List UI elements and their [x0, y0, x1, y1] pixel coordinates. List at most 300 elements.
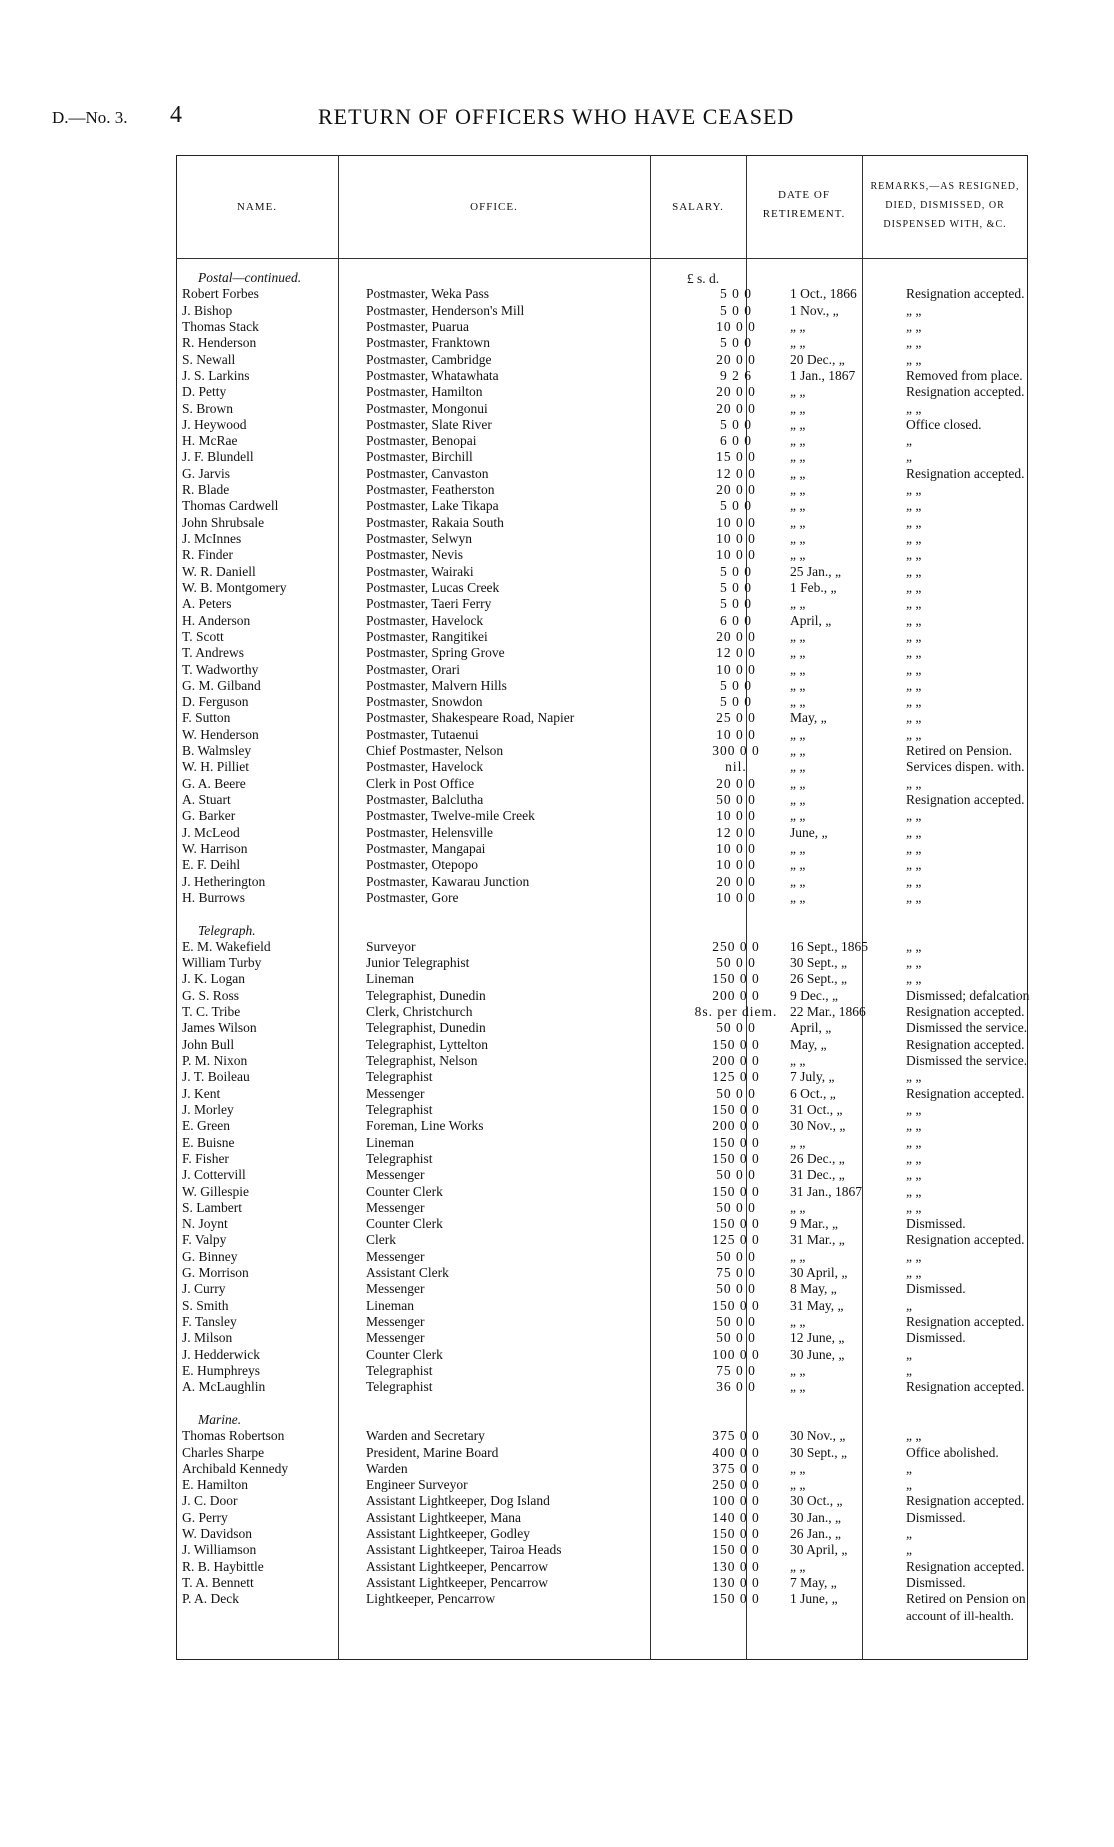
date-cell: „ „: [790, 792, 806, 807]
date-cell: „ „: [790, 514, 806, 530]
office-cell: [360, 1608, 688, 1624]
name-cell: S. Smith: [182, 1297, 229, 1313]
name-cell: A. Peters: [182, 596, 232, 612]
table-row: [182, 1428, 1072, 1444]
name-cell: W. H. Pilliet: [182, 759, 250, 775]
date-cell: „ „: [790, 873, 806, 889]
date-cell: „ „: [790, 400, 806, 416]
remarks-cell: Dismissed; defalcation: [906, 987, 1030, 1003]
salary-cell: 5 0 0: [720, 335, 752, 351]
table-row: [182, 1037, 1072, 1053]
name-cell: [182, 1608, 360, 1624]
remarks-cell: Resignation accepted.: [906, 465, 1025, 481]
table-row: [182, 1298, 1072, 1314]
salary-cell: 10 0 0: [716, 547, 756, 563]
name-cell: J. Curry: [182, 1281, 226, 1297]
name-cell: Thomas Cardwell: [182, 498, 279, 514]
office-cell: Postmaster, Orari: [366, 661, 460, 677]
remarks-cell: [900, 270, 1072, 286]
office-cell: Postmaster, Puarua: [366, 318, 469, 334]
salary-cell: [688, 906, 784, 922]
salary-cell: 150 0 0: [712, 1134, 760, 1150]
office-cell: Postmaster, Henderson's Mill: [366, 302, 525, 318]
table-row: [182, 841, 1072, 857]
table-row: [182, 1167, 1072, 1183]
salary-cell: 250 0 0: [712, 1477, 760, 1493]
table-row: [182, 1330, 1072, 1346]
date-cell: June, „: [790, 824, 828, 840]
remarks-cell: „ „: [906, 955, 922, 971]
office-cell: Messenger: [366, 1330, 425, 1346]
salary-cell: 12 0 0: [716, 824, 756, 840]
name-cell: Robert Forbes: [182, 286, 259, 302]
table-row: [182, 1445, 1072, 1461]
office-cell: Telegraphist: [366, 1379, 433, 1395]
date-cell: „ „: [790, 1460, 806, 1476]
office-cell: Postmaster, Featherston: [366, 482, 495, 498]
remarks-cell: Dismissed.: [906, 1216, 966, 1232]
remarks-cell: „ „: [906, 1101, 922, 1117]
remarks-cell: „ „: [906, 498, 922, 514]
office-cell: Telegraphist: [366, 1150, 433, 1166]
salary-cell: 100 0 0: [712, 1493, 760, 1509]
date-cell: 30 April, „: [790, 1265, 848, 1281]
date-cell: 30 Jan., „: [790, 1509, 841, 1525]
table-row: [182, 401, 1072, 417]
name-cell: J. Hedderwick: [182, 1346, 260, 1362]
salary-cell: 200 0 0: [712, 1053, 760, 1068]
office-cell: Messenger: [366, 1085, 425, 1101]
remarks-cell: account of ill-health.: [906, 1607, 1014, 1623]
salary-cell: [688, 923, 784, 939]
remarks-cell: „ „: [906, 1118, 922, 1134]
office-cell: Counter Clerk: [366, 1216, 443, 1232]
table-row: [182, 1575, 1072, 1591]
salary-cell: 10 0 0: [716, 840, 756, 856]
salary-cell: 150 0 0: [712, 1526, 760, 1542]
salary-cell: 5 0 0: [720, 286, 752, 302]
name-cell: J. Hetherington: [182, 873, 266, 889]
name-cell: W. B. Montgomery: [182, 579, 287, 595]
salary-cell: 10 0 0: [716, 889, 756, 905]
date-cell: „ „: [790, 482, 806, 498]
office-cell: President, Marine Board: [366, 1444, 499, 1460]
office-cell: Postmaster, Spring Grove: [366, 645, 505, 661]
salary-cell: 50 0 0: [716, 1167, 756, 1183]
remarks-header-line: REMARKS,—AS RESIGNED,: [870, 181, 1020, 192]
date-cell: „ „: [790, 416, 806, 432]
table-row: [182, 1118, 1072, 1134]
table-row: [182, 776, 1072, 792]
date-header-line: DATE OF: [778, 189, 830, 201]
name-cell: G. Binney: [182, 1248, 238, 1264]
name-cell: G. Barker: [182, 808, 236, 824]
name-cell: W. Harrison: [182, 840, 248, 856]
date-cell: 7 May, „: [790, 1575, 837, 1590]
date-cell: 1 Nov., „: [790, 302, 839, 318]
name-cell: E. Buisne: [182, 1134, 235, 1150]
salary-cell: 150 0 0: [712, 1036, 760, 1052]
salary-cell: 50 0 0: [716, 1085, 756, 1101]
remarks-cell: „ „: [906, 318, 922, 334]
office-cell: Clerk: [366, 1232, 396, 1248]
office-cell: Telegraphist, Dunedin: [366, 1020, 486, 1036]
table-row: [182, 1069, 1072, 1085]
table-row: [182, 515, 1072, 531]
name-cell: J. Bishop: [182, 302, 233, 318]
table-row: [182, 1526, 1072, 1542]
office-cell: Postmaster, Cambridge: [366, 351, 492, 367]
date-cell: 31 Mar., „: [790, 1232, 845, 1248]
name-cell: R. B. Haybittle: [182, 1558, 264, 1574]
table-row: [182, 1020, 1072, 1036]
office-cell: Telegraphist, Nelson: [366, 1053, 478, 1068]
office-cell: Surveyor: [366, 938, 416, 954]
table-row: [182, 613, 1072, 629]
salary-cell: 150 0 0: [712, 1101, 760, 1117]
office-cell: Counter Clerk: [366, 1346, 443, 1362]
table-row: [182, 1477, 1072, 1493]
name-cell: T. Andrews: [182, 645, 244, 661]
salary-cell: 20 0 0: [716, 351, 756, 367]
office-cell: [360, 923, 688, 939]
date-cell: 26 Sept., „: [790, 971, 847, 987]
table-row: [182, 286, 1072, 302]
salary-cell: 5 0 0: [720, 579, 752, 595]
name-cell: J. K. Logan: [182, 971, 245, 987]
name-cell: H. Anderson: [182, 612, 251, 628]
table-row: [182, 874, 1072, 890]
remarks-cell: Office closed.: [906, 416, 982, 432]
table-row: [182, 759, 1072, 775]
date-cell: 7 July, „: [790, 1069, 835, 1085]
name-cell: Archibald Kennedy: [182, 1460, 289, 1476]
remarks-cell: Dismissed.: [906, 1330, 966, 1346]
date-cell: „ „: [790, 547, 806, 563]
table-row: [182, 596, 1072, 612]
salary-cell: 250 0 0: [712, 938, 760, 954]
office-cell: Assistant Lightkeeper, Godley: [366, 1526, 531, 1542]
table-row: [182, 792, 1072, 808]
salary-cell: 200 0 0: [712, 987, 760, 1003]
office-cell: Lineman: [366, 1297, 414, 1313]
salary-cell: 75 0 0: [716, 1265, 756, 1281]
name-cell: E. F. Deihl: [182, 857, 241, 873]
remarks-cell: „ „: [906, 726, 922, 742]
office-cell: Postmaster, Helensville: [366, 824, 493, 840]
remarks-cell: „ „: [906, 661, 922, 677]
table-row: [182, 629, 1072, 645]
table-row: [182, 352, 1072, 368]
salary-cell: 75 0 0: [716, 1362, 756, 1378]
salary-cell: 50 0 0: [716, 1330, 756, 1346]
date-cell: [784, 923, 900, 939]
date-cell: „ „: [790, 1053, 806, 1068]
name-cell: G. Jarvis: [182, 465, 230, 481]
salary-cell: 12 0 0: [716, 645, 756, 661]
date-cell: 22 Mar., 1866: [790, 1004, 866, 1020]
remarks-cell: Resignation accepted.: [906, 1036, 1025, 1052]
office-cell: Postmaster, Balclutha: [366, 792, 484, 807]
office-cell: Messenger: [366, 1167, 425, 1183]
salary-cell: 50 0 0: [716, 792, 756, 807]
office-cell: Postmaster, Wairaki: [366, 563, 474, 579]
salary-cell: 10 0 0: [716, 726, 756, 742]
name-cell: William Turby: [182, 955, 262, 971]
remarks-cell: „ „: [906, 677, 922, 693]
remarks-cell: [900, 1396, 1072, 1412]
table-row: [182, 710, 1072, 726]
name-cell: T. Wadworthy: [182, 661, 259, 677]
remarks-cell: „ „: [906, 889, 922, 905]
salary-cell: [688, 1608, 784, 1624]
remarks-cell: Dismissed.: [906, 1509, 966, 1525]
salary-cell: 5 0 0: [720, 302, 752, 318]
table-row: [182, 449, 1072, 465]
remarks-cell: „ „: [906, 1167, 922, 1183]
name-cell: J. McLeod: [182, 824, 240, 840]
name-cell: J. T. Boileau: [182, 1069, 250, 1085]
remarks-cell: „ „: [906, 482, 922, 498]
date-cell: „ „: [790, 384, 806, 400]
remarks-cell: „ „: [906, 1183, 922, 1199]
table-row: [182, 645, 1072, 661]
date-cell: 9 Mar., „: [790, 1216, 838, 1232]
date-cell: 1 Feb., „: [790, 579, 837, 595]
office-cell: Postmaster, Whatawhata: [366, 367, 499, 383]
office-cell: Assistant Clerk: [366, 1265, 449, 1281]
date-cell: 1 Oct., 1866: [790, 286, 857, 302]
office-cell: Clerk in Post Office: [366, 775, 475, 791]
office-cell: Postmaster, Weka Pass: [366, 286, 489, 302]
name-cell: G. M. Gilband: [182, 677, 261, 693]
name-cell: W. Gillespie: [182, 1183, 249, 1199]
office-cell: Chief Postmaster, Nelson: [366, 743, 504, 759]
date-cell: „ „: [790, 1558, 806, 1574]
office-cell: [360, 906, 688, 922]
remarks-cell: „ „: [906, 596, 922, 612]
table-row: [182, 1461, 1072, 1477]
date-cell: 30 June, „: [790, 1346, 845, 1362]
remarks-cell: „ „: [906, 710, 922, 726]
salary-cell: [688, 1412, 784, 1428]
date-cell: „ „: [790, 1134, 806, 1150]
remarks-cell: „ „: [906, 302, 922, 318]
table-row: [182, 939, 1072, 955]
name-cell: B. Walmsley: [182, 743, 252, 759]
name-cell: R. Henderson: [182, 335, 257, 351]
date-cell: „ „: [790, 449, 806, 465]
name-cell: S. Newall: [182, 351, 236, 367]
salary-cell: 125 0 0: [712, 1232, 760, 1248]
name-cell: E. Humphreys: [182, 1362, 260, 1378]
table-row: [182, 417, 1072, 433]
table-row: [182, 890, 1072, 906]
name-cell: H. Burrows: [182, 889, 245, 905]
remarks-cell: „: [906, 1526, 912, 1542]
date-cell: „ „: [790, 775, 806, 791]
salary-cell: nil.: [725, 759, 747, 775]
column-header-remarks: [862, 177, 1028, 234]
salary-cell: 10 0 0: [716, 318, 756, 334]
date-cell: 8 May, „: [790, 1281, 837, 1297]
table-row: [182, 1542, 1072, 1558]
table-row: [182, 971, 1072, 987]
table-row: [182, 1232, 1072, 1248]
salary-cell: 8s. per diem.: [694, 1004, 778, 1020]
office-cell: Warden and Secretary: [366, 1428, 485, 1444]
name-cell: W. Henderson: [182, 726, 259, 742]
remarks-cell: „ „: [906, 1150, 922, 1166]
date-cell: 1 Jan., 1867: [790, 367, 856, 383]
table-row: [182, 1086, 1072, 1102]
office-cell: Postmaster, Havelock: [366, 612, 484, 628]
table-row: [182, 1216, 1072, 1232]
name-cell: S. Lambert: [182, 1199, 242, 1215]
salary-cell: 20 0 0: [716, 628, 756, 644]
spacer-row: [182, 1396, 1072, 1412]
remarks-cell: Resignation accepted.: [906, 1379, 1025, 1395]
remarks-cell: „ „: [906, 857, 922, 873]
remarks-cell: Dismissed.: [906, 1281, 966, 1297]
office-cell: Assistant Lightkeeper, Dog Island: [366, 1493, 550, 1509]
name-cell: T. Scott: [182, 628, 224, 644]
name-cell: E. Green: [182, 1118, 230, 1134]
office-cell: Postmaster, Taeri Ferry: [366, 596, 492, 612]
date-cell: 16 Sept., 1865: [790, 938, 869, 954]
remarks-cell: „ „: [906, 694, 922, 710]
office-cell: Counter Clerk: [366, 1183, 443, 1199]
office-cell: Clerk, Christchurch: [366, 1004, 473, 1020]
salary-cell: 5 0 0: [720, 677, 752, 693]
name-cell: F. Fisher: [182, 1150, 229, 1166]
name-cell: G. S. Ross: [182, 987, 240, 1003]
office-cell: Engineer Surveyor: [366, 1477, 468, 1493]
remarks-cell: Dismissed.: [906, 1575, 966, 1590]
date-cell: „ „: [790, 628, 806, 644]
name-cell: J. F. Blundell: [182, 449, 254, 465]
salary-cell: 400 0 0: [712, 1444, 760, 1460]
remarks-cell: Resignation accepted.: [906, 286, 1025, 302]
salary-cell: 9 2 6: [720, 367, 752, 383]
salary-cell: 50 0 0: [716, 1314, 756, 1329]
date-cell: [784, 1412, 900, 1428]
date-cell: 9 Dec., „: [790, 987, 838, 1003]
date-cell: 20 Dec., „: [790, 351, 845, 367]
remarks-cell: „ „: [906, 351, 922, 367]
office-cell: Lineman: [366, 1134, 414, 1150]
table-row: [182, 1281, 1072, 1297]
office-cell: Assistant Lightkeeper, Pencarrow: [366, 1558, 549, 1574]
table-row: [182, 531, 1072, 547]
name-cell: E. M. Wakefield: [182, 938, 271, 954]
continuation-row: [182, 1608, 1072, 1624]
office-cell: Telegraphist, Dunedin: [366, 987, 486, 1003]
salary-cell: 6 0 0: [720, 612, 752, 628]
table-row: [182, 743, 1072, 759]
name-cell: W. Davidson: [182, 1526, 252, 1542]
date-cell: [784, 1608, 900, 1624]
name-cell: Charles Sharpe: [182, 1444, 265, 1460]
table-row: [182, 466, 1072, 482]
table-row: [182, 1265, 1072, 1281]
name-cell: [182, 906, 360, 922]
document-reference: D.—No. 3.: [52, 108, 128, 127]
salary-cell: 15 0 0: [716, 449, 756, 465]
name-cell: G. Perry: [182, 1509, 228, 1525]
salary-cell: 10 0 0: [716, 661, 756, 677]
date-cell: 30 Oct., „: [790, 1493, 843, 1509]
date-cell: 30 Sept., „: [790, 955, 847, 971]
name-cell: D. Petty: [182, 384, 227, 400]
name-cell: G. Morrison: [182, 1265, 249, 1281]
salary-units: £ s. d.: [686, 271, 720, 286]
date-cell: „ „: [790, 808, 806, 824]
remarks-cell: „ „: [906, 335, 922, 351]
date-cell: April, „: [790, 612, 832, 628]
table-row: [182, 727, 1072, 743]
salary-cell: 50 0 0: [716, 955, 756, 971]
name-cell: R. Finder: [182, 547, 234, 563]
table-row: [182, 1379, 1072, 1395]
salary-cell: 36 0 0: [716, 1379, 756, 1395]
remarks-cell: „: [906, 449, 912, 465]
salary-cell: 20 0 0: [716, 873, 756, 889]
salary-cell: 140 0 0: [712, 1509, 760, 1525]
office-cell: Postmaster, Lake Tikapa: [366, 498, 499, 514]
office-cell: Assistant Lightkeeper, Pencarrow: [366, 1575, 549, 1590]
remarks-cell: Resignation accepted.: [906, 1558, 1025, 1574]
table-row: [182, 303, 1072, 319]
date-cell: „ „: [790, 531, 806, 546]
office-cell: Postmaster, Canvaston: [366, 465, 489, 481]
office-cell: Postmaster, Gore: [366, 889, 459, 905]
date-cell: „ „: [790, 1379, 806, 1395]
salary-cell: 5 0 0: [720, 596, 752, 612]
salary-cell: 300 0 0: [712, 743, 760, 759]
remarks-cell: „ „: [906, 628, 922, 644]
office-cell: Assistant Lightkeeper, Tairoa Heads: [366, 1542, 562, 1558]
salary-cell: 375 0 0: [712, 1428, 760, 1444]
salary-cell: 10 0 0: [716, 531, 756, 546]
remarks-cell: [900, 906, 1072, 922]
name-cell: F. Sutton: [182, 710, 231, 726]
date-cell: 30 Nov., „: [790, 1118, 846, 1134]
name-cell: James Wilson: [182, 1020, 257, 1036]
name-cell: E. Hamilton: [182, 1477, 248, 1493]
name-cell: J. Milson: [182, 1330, 233, 1346]
table-row: [182, 547, 1072, 563]
name-cell: Thomas Robertson: [182, 1428, 285, 1444]
date-cell: 30 April, „: [790, 1542, 848, 1558]
remarks-header-line: DISPENSED WITH, &C.: [883, 219, 1007, 230]
date-cell: „ „: [790, 661, 806, 677]
remarks-cell: „: [906, 1477, 912, 1493]
salary-cell: 150 0 0: [712, 1542, 760, 1558]
date-header-line: RETIREMENT.: [762, 208, 846, 220]
salary-cell: 375 0 0: [712, 1460, 760, 1476]
column-header-date: [746, 186, 862, 224]
remarks-cell: Resignation accepted.: [906, 1004, 1025, 1020]
remarks-cell: Resignation accepted.: [906, 1493, 1025, 1509]
date-cell: 31 Dec., „: [790, 1167, 845, 1183]
date-cell: [784, 270, 900, 286]
office-cell: Telegraphist, Lyttelton: [366, 1036, 489, 1052]
name-cell: N. Joynt: [182, 1216, 228, 1232]
remarks-cell: „ „: [906, 840, 922, 856]
table-row: [182, 662, 1072, 678]
salary-cell: 5 0 0: [720, 416, 752, 432]
